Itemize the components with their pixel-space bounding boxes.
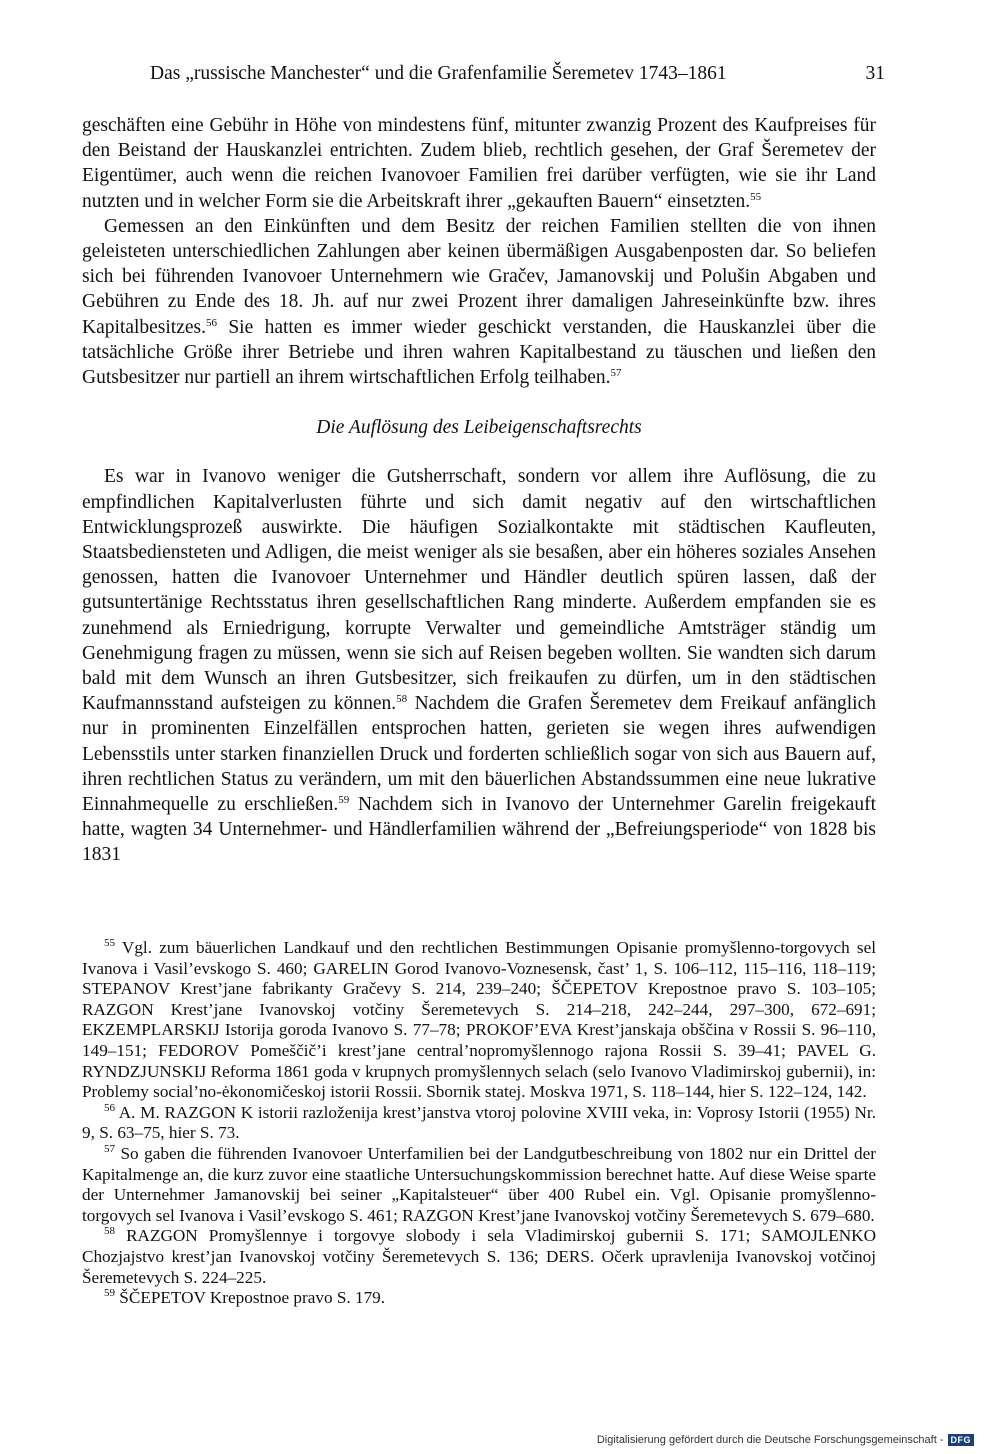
footnote-ref-58: 58	[396, 693, 408, 706]
footnote	[82, 1144, 876, 1226]
footnote-text: So gaben die führenden Ivanovoer Unterfamilien bei der Landgutbeschreibung von 1802 nur ein Drittel der Kapitalmenge an, die kurz zuvor eine staatliche Untersuchungskommission berechnet hatte. Auf diese Weise sparte der Unternehmer Jamanovskij bei seiner „Kapitalsteuer“ über 400 Rubel ein. Vgl. Opisanie promyšlenno-torgovych sel Ivanova i Vasil’evskogo S. 461; RAZGON Krest’jane Ivanovskoj votčiny Šeremetevych S. 679–680.	[82, 1143, 876, 1225]
footnote-text: A. M. RAZGON K istorii razloženija krest’janstva vtoroj polovine XVIII veka, in: Voprosy Istorii (1955) Nr. 9, S. 63–75, hier S. 73.	[82, 1102, 876, 1143]
paragraph-3	[82, 464, 876, 867]
footnote-number: 55	[104, 937, 115, 949]
main-text	[82, 113, 876, 868]
digitization-footer	[597, 1434, 974, 1446]
page-number: 31	[865, 63, 885, 84]
footnote	[82, 938, 876, 1103]
paragraph-2	[82, 214, 876, 390]
funding-note: Digitalisierung gefördert durch die Deutsche Forschungsgemeinschaft -	[596, 1434, 944, 1446]
footnote-ref-55: 55	[750, 190, 762, 203]
running-title: Das „russische Manchester“ und die Grafenfamilie Šeremetev 1743–1861	[150, 63, 727, 84]
footnote	[82, 1103, 876, 1144]
paragraph-2-text-b: Sie hatten es immer wieder geschickt verstanden, die Hauskanzlei über die tatsächliche Größe ihrer Betriebe und ihren wahren Kapitalbestand zu täuschen und ließen den Gutsbesitzer nur partiell an ihrem wirtschaftlichen Erfolg teilhaben.	[82, 316, 876, 389]
footnote-number: 56	[104, 1101, 115, 1114]
footnote-number: 57	[104, 1142, 115, 1155]
footnote	[82, 1288, 876, 1309]
footnote-text: ŠČEPETOV Krepostnoe pravo S. 179.	[115, 1288, 386, 1308]
footnote-ref-56: 56	[206, 316, 217, 329]
footnote-number: 59	[104, 1287, 115, 1300]
paragraph-3-text-a: Es war in Ivanovo weniger die Gutsherrschaft, sondern vor allem ihre Auflösung, die zu empfindlichen Kapitalverlusten führte und sich damit negativ auf den wirtschaftlichen Entwicklungsprozeß auswirkte. Die häufigen Sozialkontakte mit städtischen Kaufleuten, Staatsbediensteten und Adligen, die meist weniger als sie besaßen, aber ein höheres soziales Ansehen genossen, hatten die Ivanovoer Unternehmer und Händler deutlich spüren lassen, daß der gutsuntertänige Rechtsstatus ihren gesellschaftlichen Rang minderte. Außerdem empfanden sie es zunehmend als Erniedrigung, korrupte Verwalter und gemeindliche Amtsträger ständig um Genehmigung fragen zu müssen, wenn sie sich auf Reisen begeben wollten. Sie wandten sich darum bald mit dem Wunsch an ihren Gutsbesitzer, sich freikaufen zu dürfen, um in den städtischen Kaufmannsstand aufsteigen zu können.	[82, 466, 876, 715]
paragraph-2-text-a: Gemessen an den Einkünften und dem Besitz der reichen Familien stellten die von ihnen geleisteten unterschiedlichen Zahlungen aber keinen übermäßigen Ausgabenposten dar. So beliefen sich bei führenden Ivanovoer Unternehmern wie Gračev, Jamanovskij und Polušin Abgaben und Gebühren zu Ende des 18. Jh. auf nur zwei Prozent ihrer damaligen Jahreseinkünfte bzw. ihres Kapitalbesitzes.	[82, 215, 876, 338]
paragraph-3-text-b: Nachdem die Grafen Šeremetev dem Freikauf anfänglich nur in prominenten Einzelfällen entsprochen hatten, gerieten sie wegen ihres aufwendigen Lebensstils unter starken finanziellen Druck und forderten schließlich sogar von sich aus Bauern auf, ihren rechtlichen Status zu verändern, um mit den bäuerlichen Abstandssummen eine neue lukrative Einnahmequelle zu erschließen.	[82, 693, 877, 816]
footnote-ref-59: 59	[338, 794, 350, 807]
paragraph-1-text: geschäften eine Gebühr in Höhe von mindestens fünf, mitunter zwanzig Prozent des Kaufpreises für den Beistand der Hauskanzlei entrichten. Zudem blieb, rechtlich gesehen, der Graf Šeremetev der Eigentümer, auch wenn die reichen Ivanovoer Familien frei darüber verfügten, wie sie ihr Land nutzten und in welcher Form sie die Arbeitskraft ihrer „gekauften Bauern“ einsetzten.	[82, 115, 876, 212]
footnote-text: Vgl. zum bäuerlichen Landkauf und den rechtlichen Bestimmungen Opisanie promyšlenno-torgovych sel Ivanova i Vasil’evskogo S. 460; GARELIN Gorod Ivanovo-Voznesensk, čast’ 1, S. 106–112, 115–116, 118–119; STEPANOV Krest’jane fabrikanty Gračevy S. 214, 239–240; ŠČEPETOV Krepostnoe pravo S. 103–105; RAZGON Krest’jane Ivanovskoj votčiny Šeremetevych S. 214–218, 242–244, 297–300, 672–691; EKZEMPLARSKIJ Istorija goroda Ivanovo S. 77–78; PROKOF’EVA Krest’janskaja obščina v Rossii S. 96–110, 149–151; FEDOROV Pomeščič’i krest’jane central’nopromyšlennogo rajona Rossii S. 39–41; PAVEL G. RYNDZJUNSKIJ Reforma 1861 goda v krupnych promyšlennych selach (selo Ivanovo Vladimirskoj gubernii), in: Problemy social’no-ėkonomičeskoj istorii Rossii. Sbornik statej. Moskva 1971, S. 118–144, hier S. 122–124, 142.	[82, 938, 876, 1102]
dfg-logo: DFG	[948, 1434, 975, 1446]
paragraph-1	[82, 113, 876, 214]
footnotes	[82, 938, 876, 1309]
footnote-ref-57: 57	[610, 367, 622, 380]
section-heading: Die Auflösung des Leibeigenschaftsrechts	[316, 417, 642, 439]
footnote	[82, 1226, 876, 1288]
paragraph-3-text-c: Nachdem sich in Ivanovo der Unternehmer Garelin freigekauft hatte, wagten 34 Unternehmer- und Händlerfamilien während der „Befreiungsperiode“ von 1828 bis 1831	[82, 794, 876, 866]
footnote-number: 58	[104, 1225, 115, 1238]
footnote-text: RAZGON Promyšlennye i torgovye slobody i sela Vladimirskoj gubernii S. 171; SAMOJLENKO Chozjajstvo krest’jan Ivanovskoj votčiny Šeremetevych S. 136; DERS. Očerk upravlenija Ivanovskoj votčinoj Šeremetevych S. 224–225.	[82, 1226, 876, 1287]
